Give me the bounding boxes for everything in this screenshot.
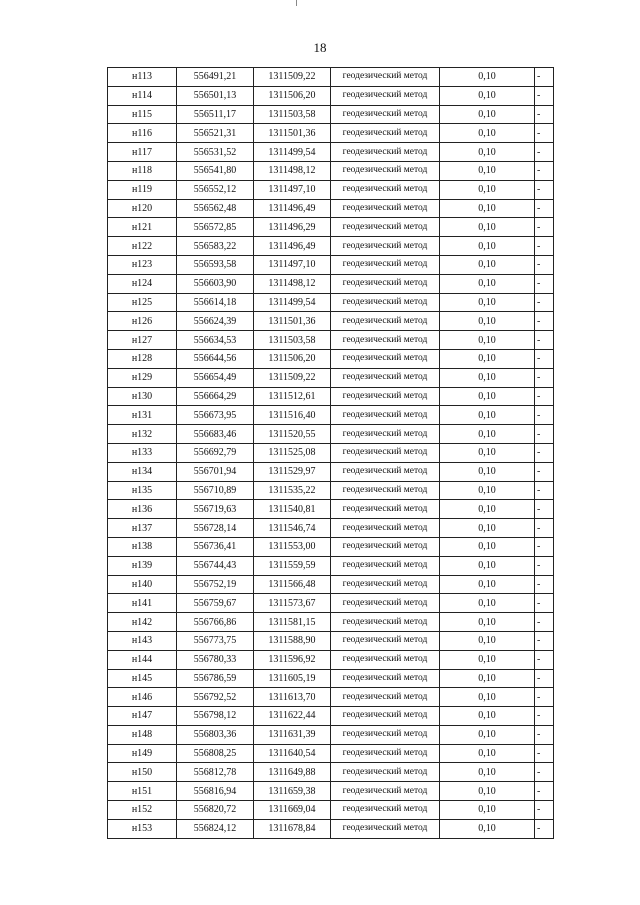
x-coordinate-cell: 556744,43: [177, 556, 254, 575]
table-row: [108, 594, 554, 613]
accuracy-cell: 0,10: [440, 349, 535, 368]
table-row: [108, 613, 554, 632]
table-row: [108, 631, 554, 650]
x-coordinate-cell: 556683,46: [177, 425, 254, 444]
table-row: [108, 143, 554, 162]
note-cell: -: [535, 443, 554, 462]
y-coordinate-cell: 1311498,12: [254, 161, 331, 180]
y-coordinate-cell: 1311509,22: [254, 368, 331, 387]
table-row: [108, 237, 554, 256]
note-cell: -: [535, 425, 554, 444]
method-cell: геодезический метод: [331, 237, 440, 256]
method-cell: геодезический метод: [331, 105, 440, 124]
note-cell: -: [535, 68, 554, 87]
method-cell: геодезический метод: [331, 180, 440, 199]
method-cell: геодезический метод: [331, 556, 440, 575]
accuracy-cell: 0,10: [440, 180, 535, 199]
x-coordinate-cell: 556816,94: [177, 782, 254, 801]
y-coordinate-cell: 1311649,88: [254, 763, 331, 782]
x-coordinate-cell: 556603,90: [177, 274, 254, 293]
x-coordinate-cell: 556614,18: [177, 293, 254, 312]
point-name-cell: н129: [108, 368, 177, 387]
table-row: [108, 180, 554, 199]
y-coordinate-cell: 1311566,48: [254, 575, 331, 594]
y-coordinate-cell: 1311496,49: [254, 237, 331, 256]
table-row: [108, 519, 554, 538]
table-row: [108, 349, 554, 368]
x-coordinate-cell: 556552,12: [177, 180, 254, 199]
method-cell: геодезический метод: [331, 707, 440, 726]
point-name-cell: н128: [108, 349, 177, 368]
method-cell: геодезический метод: [331, 688, 440, 707]
table-row: [108, 406, 554, 425]
accuracy-cell: 0,10: [440, 406, 535, 425]
accuracy-cell: 0,10: [440, 707, 535, 726]
accuracy-cell: 0,10: [440, 105, 535, 124]
x-coordinate-cell: 556624,39: [177, 312, 254, 331]
point-name-cell: н113: [108, 68, 177, 87]
note-cell: -: [535, 763, 554, 782]
x-coordinate-cell: 556766,86: [177, 613, 254, 632]
table-row: [108, 124, 554, 143]
accuracy-cell: 0,10: [440, 237, 535, 256]
y-coordinate-cell: 1311546,74: [254, 519, 331, 538]
point-name-cell: н126: [108, 312, 177, 331]
x-coordinate-cell: 556728,14: [177, 519, 254, 538]
y-coordinate-cell: 1311520,55: [254, 425, 331, 444]
note-cell: -: [535, 613, 554, 632]
method-cell: геодезический метод: [331, 744, 440, 763]
scan-edge-mark: [296, 0, 297, 6]
method-cell: геодезический метод: [331, 368, 440, 387]
x-coordinate-cell: 556820,72: [177, 801, 254, 820]
point-name-cell: н131: [108, 406, 177, 425]
note-cell: -: [535, 481, 554, 500]
point-name-cell: н150: [108, 763, 177, 782]
note-cell: -: [535, 650, 554, 669]
point-name-cell: н137: [108, 519, 177, 538]
x-coordinate-cell: 556808,25: [177, 744, 254, 763]
point-name-cell: н143: [108, 631, 177, 650]
y-coordinate-cell: 1311613,70: [254, 688, 331, 707]
accuracy-cell: 0,10: [440, 650, 535, 669]
table-row: [108, 688, 554, 707]
x-coordinate-cell: 556692,79: [177, 443, 254, 462]
point-name-cell: н139: [108, 556, 177, 575]
note-cell: -: [535, 537, 554, 556]
note-cell: -: [535, 368, 554, 387]
table-row: [108, 763, 554, 782]
method-cell: геодезический метод: [331, 801, 440, 820]
accuracy-cell: 0,10: [440, 481, 535, 500]
table-row: [108, 425, 554, 444]
method-cell: геодезический метод: [331, 387, 440, 406]
table-row: [108, 312, 554, 331]
note-cell: -: [535, 707, 554, 726]
y-coordinate-cell: 1311497,10: [254, 180, 331, 199]
note-cell: -: [535, 199, 554, 218]
accuracy-cell: 0,10: [440, 331, 535, 350]
x-coordinate-cell: 556531,52: [177, 143, 254, 162]
method-cell: геодезический метод: [331, 613, 440, 632]
accuracy-cell: 0,10: [440, 86, 535, 105]
y-coordinate-cell: 1311640,54: [254, 744, 331, 763]
x-coordinate-cell: 556673,95: [177, 406, 254, 425]
point-name-cell: н118: [108, 161, 177, 180]
accuracy-cell: 0,10: [440, 669, 535, 688]
point-name-cell: н147: [108, 707, 177, 726]
method-cell: геодезический метод: [331, 68, 440, 87]
note-cell: -: [535, 406, 554, 425]
method-cell: геодезический метод: [331, 331, 440, 350]
point-name-cell: н152: [108, 801, 177, 820]
method-cell: геодезический метод: [331, 669, 440, 688]
x-coordinate-cell: 556491,21: [177, 68, 254, 87]
accuracy-cell: 0,10: [440, 425, 535, 444]
table-row: [108, 707, 554, 726]
x-coordinate-cell: 556654,49: [177, 368, 254, 387]
y-coordinate-cell: 1311581,15: [254, 613, 331, 632]
note-cell: -: [535, 819, 554, 838]
point-name-cell: н135: [108, 481, 177, 500]
accuracy-cell: 0,10: [440, 274, 535, 293]
y-coordinate-cell: 1311516,40: [254, 406, 331, 425]
table-row: [108, 293, 554, 312]
point-name-cell: н116: [108, 124, 177, 143]
point-name-cell: н124: [108, 274, 177, 293]
note-cell: -: [535, 631, 554, 650]
note-cell: -: [535, 556, 554, 575]
note-cell: -: [535, 594, 554, 613]
method-cell: геодезический метод: [331, 763, 440, 782]
point-name-cell: н114: [108, 86, 177, 105]
note-cell: -: [535, 86, 554, 105]
method-cell: геодезический метод: [331, 349, 440, 368]
y-coordinate-cell: 1311573,67: [254, 594, 331, 613]
x-coordinate-cell: 556664,29: [177, 387, 254, 406]
method-cell: геодезический метод: [331, 425, 440, 444]
x-coordinate-cell: 556773,75: [177, 631, 254, 650]
note-cell: -: [535, 519, 554, 538]
table-row: [108, 819, 554, 838]
note-cell: -: [535, 500, 554, 519]
y-coordinate-cell: 1311497,10: [254, 255, 331, 274]
point-name-cell: н151: [108, 782, 177, 801]
method-cell: геодезический метод: [331, 650, 440, 669]
table-row: [108, 481, 554, 500]
note-cell: -: [535, 218, 554, 237]
y-coordinate-cell: 1311631,39: [254, 725, 331, 744]
note-cell: -: [535, 105, 554, 124]
accuracy-cell: 0,10: [440, 725, 535, 744]
accuracy-cell: 0,10: [440, 556, 535, 575]
y-coordinate-cell: 1311659,38: [254, 782, 331, 801]
method-cell: геодезический метод: [331, 631, 440, 650]
table-row: [108, 575, 554, 594]
method-cell: геодезический метод: [331, 819, 440, 838]
accuracy-cell: 0,10: [440, 387, 535, 406]
point-name-cell: н141: [108, 594, 177, 613]
x-coordinate-cell: 556511,17: [177, 105, 254, 124]
x-coordinate-cell: 556572,85: [177, 218, 254, 237]
table-row: [108, 161, 554, 180]
table-row: [108, 650, 554, 669]
point-name-cell: н145: [108, 669, 177, 688]
table-row: [108, 255, 554, 274]
accuracy-cell: 0,10: [440, 462, 535, 481]
method-cell: геодезический метод: [331, 274, 440, 293]
y-coordinate-cell: 1311496,49: [254, 199, 331, 218]
note-cell: -: [535, 331, 554, 350]
y-coordinate-cell: 1311498,12: [254, 274, 331, 293]
table-row: [108, 387, 554, 406]
table-row: [108, 725, 554, 744]
point-name-cell: н122: [108, 237, 177, 256]
table-row: [108, 462, 554, 481]
accuracy-cell: 0,10: [440, 443, 535, 462]
y-coordinate-cell: 1311503,58: [254, 331, 331, 350]
method-cell: геодезический метод: [331, 293, 440, 312]
x-coordinate-cell: 556634,53: [177, 331, 254, 350]
method-cell: геодезический метод: [331, 575, 440, 594]
point-name-cell: н125: [108, 293, 177, 312]
accuracy-cell: 0,10: [440, 124, 535, 143]
method-cell: геодезический метод: [331, 161, 440, 180]
x-coordinate-cell: 556803,36: [177, 725, 254, 744]
method-cell: геодезический метод: [331, 86, 440, 105]
note-cell: -: [535, 801, 554, 820]
method-cell: геодезический метод: [331, 312, 440, 331]
point-name-cell: н119: [108, 180, 177, 199]
x-coordinate-cell: 556792,52: [177, 688, 254, 707]
note-cell: -: [535, 143, 554, 162]
accuracy-cell: 0,10: [440, 255, 535, 274]
accuracy-cell: 0,10: [440, 368, 535, 387]
x-coordinate-cell: 556719,63: [177, 500, 254, 519]
table-row: [108, 86, 554, 105]
table-row: [108, 368, 554, 387]
accuracy-cell: 0,10: [440, 537, 535, 556]
y-coordinate-cell: 1311501,36: [254, 312, 331, 331]
y-coordinate-cell: 1311529,97: [254, 462, 331, 481]
x-coordinate-cell: 556593,58: [177, 255, 254, 274]
x-coordinate-cell: 556644,56: [177, 349, 254, 368]
method-cell: геодезический метод: [331, 537, 440, 556]
x-coordinate-cell: 556736,41: [177, 537, 254, 556]
accuracy-cell: 0,10: [440, 801, 535, 820]
x-coordinate-cell: 556501,13: [177, 86, 254, 105]
accuracy-cell: 0,10: [440, 763, 535, 782]
table-row: [108, 274, 554, 293]
x-coordinate-cell: 556583,22: [177, 237, 254, 256]
note-cell: -: [535, 725, 554, 744]
accuracy-cell: 0,10: [440, 199, 535, 218]
accuracy-cell: 0,10: [440, 312, 535, 331]
x-coordinate-cell: 556562,48: [177, 199, 254, 218]
table-row: [108, 801, 554, 820]
point-name-cell: н138: [108, 537, 177, 556]
accuracy-cell: 0,10: [440, 68, 535, 87]
y-coordinate-cell: 1311501,36: [254, 124, 331, 143]
note-cell: -: [535, 575, 554, 594]
table-row: [108, 199, 554, 218]
point-name-cell: н127: [108, 331, 177, 350]
y-coordinate-cell: 1311509,22: [254, 68, 331, 87]
method-cell: геодезический метод: [331, 143, 440, 162]
table-row: [108, 443, 554, 462]
x-coordinate-cell: 556521,31: [177, 124, 254, 143]
note-cell: -: [535, 688, 554, 707]
method-cell: геодезический метод: [331, 782, 440, 801]
point-name-cell: н148: [108, 725, 177, 744]
method-cell: геодезический метод: [331, 443, 440, 462]
x-coordinate-cell: 556759,67: [177, 594, 254, 613]
point-name-cell: н144: [108, 650, 177, 669]
point-name-cell: н149: [108, 744, 177, 763]
note-cell: -: [535, 255, 554, 274]
method-cell: геодезический метод: [331, 519, 440, 538]
point-name-cell: н123: [108, 255, 177, 274]
note-cell: -: [535, 669, 554, 688]
method-cell: геодезический метод: [331, 725, 440, 744]
y-coordinate-cell: 1311499,54: [254, 143, 331, 162]
method-cell: геодезический метод: [331, 462, 440, 481]
y-coordinate-cell: 1311553,00: [254, 537, 331, 556]
method-cell: геодезический метод: [331, 124, 440, 143]
table-row: [108, 218, 554, 237]
method-cell: геодезический метод: [331, 481, 440, 500]
point-name-cell: н153: [108, 819, 177, 838]
note-cell: -: [535, 744, 554, 763]
page-number: 18: [313, 40, 327, 55]
y-coordinate-cell: 1311559,59: [254, 556, 331, 575]
y-coordinate-cell: 1311503,58: [254, 105, 331, 124]
point-name-cell: н140: [108, 575, 177, 594]
x-coordinate-cell: 556701,94: [177, 462, 254, 481]
coordinates-table-container: [107, 67, 539, 839]
note-cell: -: [535, 293, 554, 312]
table-row: [108, 331, 554, 350]
x-coordinate-cell: 556812,78: [177, 763, 254, 782]
x-coordinate-cell: 556824,12: [177, 819, 254, 838]
table-row: [108, 105, 554, 124]
y-coordinate-cell: 1311506,20: [254, 86, 331, 105]
point-name-cell: н117: [108, 143, 177, 162]
table-row: [108, 556, 554, 575]
y-coordinate-cell: 1311678,84: [254, 819, 331, 838]
accuracy-cell: 0,10: [440, 519, 535, 538]
accuracy-cell: 0,10: [440, 688, 535, 707]
accuracy-cell: 0,10: [440, 631, 535, 650]
method-cell: геодезический метод: [331, 500, 440, 519]
point-name-cell: н146: [108, 688, 177, 707]
table-row: [108, 744, 554, 763]
method-cell: геодезический метод: [331, 199, 440, 218]
table-row: [108, 537, 554, 556]
note-cell: -: [535, 782, 554, 801]
point-name-cell: н120: [108, 199, 177, 218]
accuracy-cell: 0,10: [440, 575, 535, 594]
point-name-cell: н130: [108, 387, 177, 406]
note-cell: -: [535, 274, 554, 293]
note-cell: -: [535, 387, 554, 406]
y-coordinate-cell: 1311669,04: [254, 801, 331, 820]
x-coordinate-cell: 556780,33: [177, 650, 254, 669]
method-cell: геодезический метод: [331, 406, 440, 425]
point-name-cell: н133: [108, 443, 177, 462]
coordinates-table-body: [108, 68, 554, 839]
table-row: [108, 68, 554, 87]
note-cell: -: [535, 124, 554, 143]
note-cell: -: [535, 312, 554, 331]
point-name-cell: н134: [108, 462, 177, 481]
accuracy-cell: 0,10: [440, 594, 535, 613]
accuracy-cell: 0,10: [440, 161, 535, 180]
table-row: [108, 782, 554, 801]
table-row: [108, 500, 554, 519]
accuracy-cell: 0,10: [440, 613, 535, 632]
accuracy-cell: 0,10: [440, 293, 535, 312]
note-cell: -: [535, 237, 554, 256]
y-coordinate-cell: 1311496,29: [254, 218, 331, 237]
accuracy-cell: 0,10: [440, 819, 535, 838]
accuracy-cell: 0,10: [440, 500, 535, 519]
point-name-cell: н132: [108, 425, 177, 444]
y-coordinate-cell: 1311512,61: [254, 387, 331, 406]
accuracy-cell: 0,10: [440, 143, 535, 162]
method-cell: геодезический метод: [331, 255, 440, 274]
table-row: [108, 669, 554, 688]
accuracy-cell: 0,10: [440, 218, 535, 237]
accuracy-cell: 0,10: [440, 782, 535, 801]
y-coordinate-cell: 1311525,08: [254, 443, 331, 462]
x-coordinate-cell: 556786,59: [177, 669, 254, 688]
y-coordinate-cell: 1311540,81: [254, 500, 331, 519]
x-coordinate-cell: 556752,19: [177, 575, 254, 594]
y-coordinate-cell: 1311605,19: [254, 669, 331, 688]
accuracy-cell: 0,10: [440, 744, 535, 763]
x-coordinate-cell: 556541,80: [177, 161, 254, 180]
note-cell: -: [535, 180, 554, 199]
y-coordinate-cell: 1311506,20: [254, 349, 331, 368]
method-cell: геодезический метод: [331, 218, 440, 237]
point-name-cell: н142: [108, 613, 177, 632]
note-cell: -: [535, 349, 554, 368]
note-cell: -: [535, 161, 554, 180]
y-coordinate-cell: 1311622,44: [254, 707, 331, 726]
coordinates-table: [107, 67, 554, 839]
y-coordinate-cell: 1311596,92: [254, 650, 331, 669]
y-coordinate-cell: 1311588,90: [254, 631, 331, 650]
point-name-cell: н121: [108, 218, 177, 237]
x-coordinate-cell: 556798,12: [177, 707, 254, 726]
method-cell: геодезический метод: [331, 594, 440, 613]
point-name-cell: н136: [108, 500, 177, 519]
y-coordinate-cell: 1311535,22: [254, 481, 331, 500]
point-name-cell: н115: [108, 105, 177, 124]
note-cell: -: [535, 462, 554, 481]
y-coordinate-cell: 1311499,54: [254, 293, 331, 312]
x-coordinate-cell: 556710,89: [177, 481, 254, 500]
